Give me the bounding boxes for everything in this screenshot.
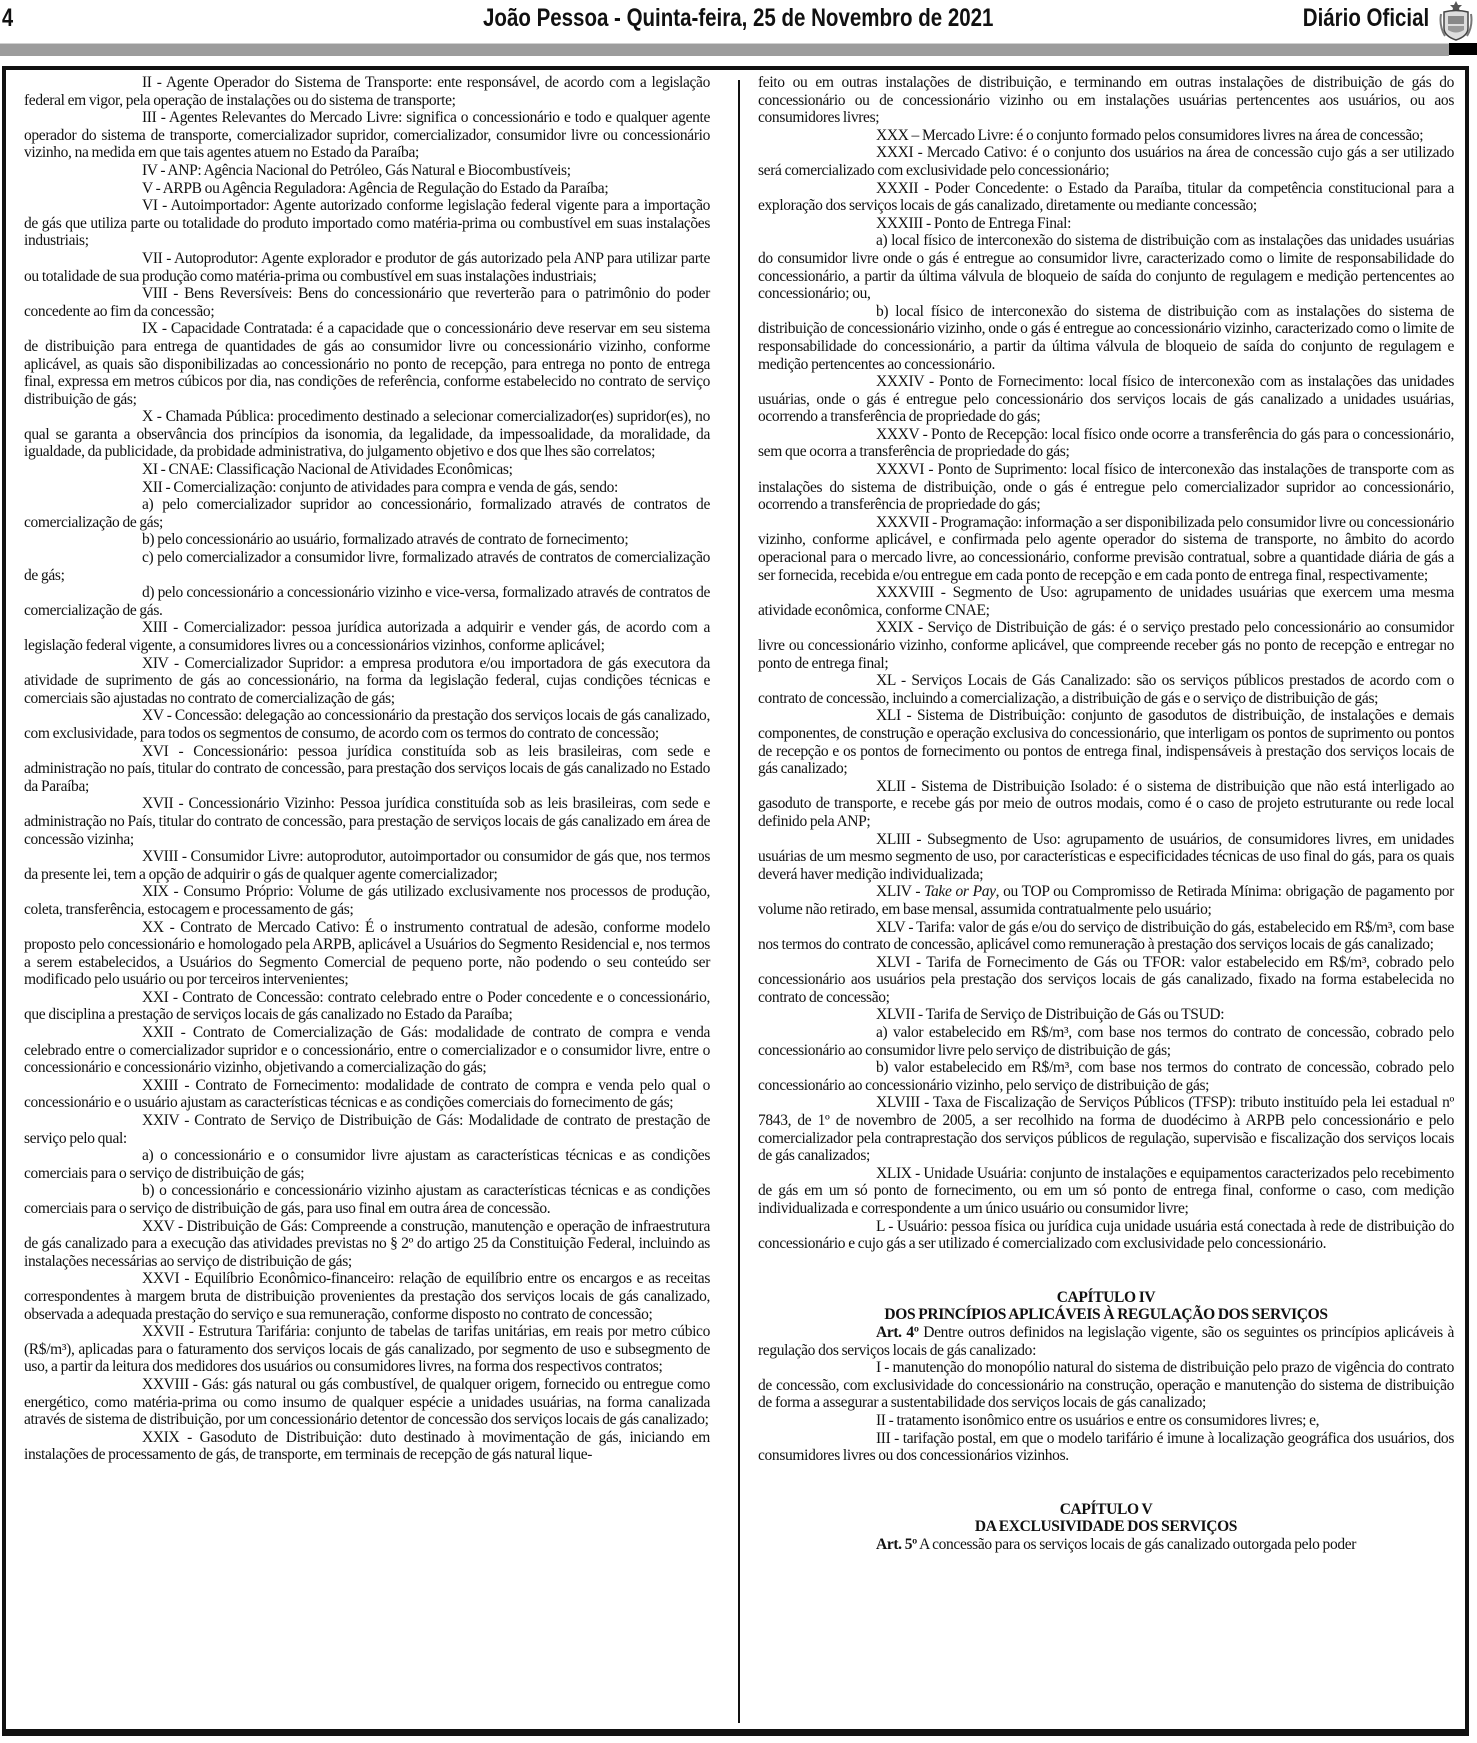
definition-paragraph: XXXV - Ponto de Recepção: local físico onde ocorre a transferência do gás para o concessionário, sem que ocorra a transferência de propriedade do gás; xyxy=(758,425,1454,461)
definition-paragraph: XVI - Concessionário: pessoa jurídica constituída sob as leis brasileiras, com sede e administração no país, titular do contrato de concessão, para prestação dos serviços locais de gás canalizado no Estado da Paraíba; xyxy=(24,742,710,795)
definition-paragraph: IX - Capacidade Contratada: é a capacidade que o concessionário deve reservar em seu sistema de distribuição para entrega de quantidades de gás ao consumidor livre ou concessionário vizinho, conforme aplicável, as quais são disponibilizadas ao concessionário no ponto de recepção, para entrega no ponto de entrega final, expressa em metros cúbicos por dia, nas condições de referência, conforme estabelecido no contrato de serviço distribuição de gás; xyxy=(24,320,710,408)
definition-paragraph: XXVII - Estrutura Tarifária: conjunto de tabelas de tarifas unitárias, em reais por metro cúbico (R$/m³), aplicadas para o faturamento dos serviços locais de gás canalizado, por segmento de uso e subsegmento de uso, a partir da leitura dos medidores dos usuários ou consumidores livres, na forma dos respectivos contratos; xyxy=(24,1323,710,1376)
definition-paragraph: XIX - Consumo Próprio: Volume de gás utilizado exclusivamente nos processos de produção, coleta, transferência, estocagem e processamento de gás; xyxy=(24,883,710,918)
definition-paragraph: XXI - Contrato de Concessão: contrato celebrado entre o Poder concedente e o concessionário, que disciplina a prestação de serviços locais de gás canalizado no Estado da Paraíba; xyxy=(24,988,710,1024)
header-rule-block xyxy=(1449,43,1477,55)
definition-paragraph: VII - Autoprodutor: Agente explorador e produtor de gás autorizado pela ANP para utilizar parte ou totalidade de sua produção como matéria-prima ou combustível em suas instalações industriais; xyxy=(24,249,710,285)
definition-paragraph: XXV - Distribuição de Gás: Compreende a construção, manutenção e operação de infraestrutura de gás canalizado para a execução das atividades previstas no § 2º do artigo 25 da Constituição Federal, incluindo as instalações necessárias ao serviço de distribuição de gás; xyxy=(24,1217,710,1270)
article-4-text: Dentre outros definidos na legislação vigente, são os seguintes os princípios aplicáveis à regulação dos serviços locais de gás canalizado: xyxy=(758,1323,1454,1359)
definition-paragraph: XLVI - Tarifa de Fornecimento de Gás ou TFOR: valor estabelecido em R$/m³, cobrado pelo concessionário aos usuários pela prestação dos serviços locais de gás canalizado, fixado na forma estabelecida no contrato de concessão; xyxy=(758,953,1454,1006)
definition-paragraph: XI - CNAE: Classificação Nacional de Atividades Econômicas; xyxy=(142,461,513,479)
article-4-items xyxy=(758,1359,1454,1465)
chapter-4-number: CAPÍTULO IV xyxy=(1056,1288,1156,1306)
definition-paragraph: d) pelo concessionário a concessionário vizinho e vice-versa, formalizado através de contratos de comercialização de gás. xyxy=(24,584,710,619)
definition-paragraph: XXXVI - Ponto de Suprimento: local físico de interconexão das instalações de transporte com as instalações do sistema de distribuição, onde o gás é entregue pelo comercializador supridor ao concessionário, ocorrendo a transferência de propriedade do gás; xyxy=(758,461,1454,514)
definition-paragraph: VIII - Bens Reversíveis: Bens do concessionário que reverterão para o patrimônio do poder concedente ao fim da concessão; xyxy=(24,285,710,320)
definition-paragraph: XXVI - Equilíbrio Econômico-financeiro: relação de equilíbrio entre os encargos e as receitas correspondentes à margem bruta de distribuição provenientes da prestação dos serviços locais de gás canalizado, observada a adequada prestação do serviço e sua remuneração, conforme disposto no contrato de concessão; xyxy=(24,1270,710,1323)
definition-paragraph: XIV - Comercializador Supridor: a empresa produtora e/ou importadora de gás executora da atividade de suprimento de gás ao concessionário, na forma da legislação federal, cujas condições técnicas e comerciais são ajustadas no contrato de comercialização de gás; xyxy=(24,654,710,707)
definition-paragraph: XXXIII - Ponto de Entrega Final: xyxy=(876,214,1072,232)
definition-paragraph: XXII - Contrato de Comercialização de Gás: modalidade de contrato de compra e venda celebrado entre o comercializador supridor e o concessionário, entre o comercializador e o consumidor livre, entre o concessionário e concessionário vizinho, objetivando a comercialização do gás; xyxy=(24,1024,710,1077)
definition-paragraph: XVIII - Consumidor Livre: autoprodutor, autoimportador ou consumidor de gás que, nos termos da presente lei, tem a opção de adquirir o gás de qualquer agente comercializador; xyxy=(24,848,710,883)
definition-paragraph: a) pelo comercializador supridor ao concessionário, formalizado através de contratos de comercialização de gás; xyxy=(24,496,710,531)
left-column xyxy=(24,74,710,1464)
definition-paragraph: XXIX - Serviço de Distribuição de gás: é o serviço prestado pelo concessionário ao consumidor livre ou concessionário vizinho, conforme aplicável, que compreende receber gás no ponto de recepção e entregar no ponto de entrega final; xyxy=(758,619,1454,672)
chapter-4-title: DOS PRINCÍPIOS APLICÁVEIS À REGULAÇÃO DOS SERVIÇOS xyxy=(884,1306,1328,1324)
definition-paragraph: XV - Concessão: delegação ao concessionário da prestação dos serviços locais de gás canalizado, com exclusividade, para todos os segmentos de consumo, de acordo com os termos do contrato de concessão; xyxy=(24,707,710,742)
definition-paragraph: V - ARPB ou Agência Reguladora: Agência de Regulação do Estado da Paraíba; xyxy=(142,179,609,197)
definition-paragraph: XL - Serviços Locais de Gás Canalizado: são os serviços públicos prestados de acordo com o contrato de concessão, incluindo a comercialização, a distribuição de gás e o serviço de distribuição de gás; xyxy=(758,672,1454,707)
definition-paragraph: III - Agentes Relevantes do Mercado Livre: significa o concessionário e todo e qualquer agente operador do sistema de transporte, comercializador supridor, comercializador, consumidor livre ou concessionário vizinho, na medida em que tais agentes atuem no Estado da Paraíba; xyxy=(24,109,710,162)
article-5 xyxy=(758,1536,1454,1554)
page-number: 4 xyxy=(2,4,13,32)
definition-paragraph: XXXVIII - Segmento de Uso: agrupamento de unidades usuárias que exercem uma mesma atividade econômica, conforme CNAE; xyxy=(758,584,1454,619)
right-paragraphs xyxy=(758,127,1454,1253)
definition-paragraph: XLV - Tarifa: valor de gás e/ou do serviço de distribuição do gás, estabelecido em R$/m³, com base nos termos do contrato de concessão, aplicável como remuneração à prestação dos serviços locais de gás canalizado; xyxy=(758,918,1454,954)
definition-paragraph: XXXVII - Programação: informação a ser disponibilizada pelo consumidor livre ou concessionário vizinho, conforme aplicável, e confirmada pelo agente operador do sistema de transporte, no âmbito do acordo operacional para o mercado livre, ao concessionário, conforme previsão contratual, sobre a quantidade diária de gás a ser fornecida, recebida e/ou entregue em cada ponto de recepção e em cada ponto de entrega final, respectivamente; xyxy=(758,513,1454,584)
article-5-text: A concessão para os serviços locais de gás canalizado outorgada pelo poder xyxy=(916,1535,1357,1553)
definition-paragraph: XLIII - Subsegmento de Uso: agrupamento de usuários, de consumidores livres, em unidades usuárias de um mesmo segmento de uso, por características e especificidades técnicas de uso final do gás, para os quais deverá haver medição individualizada; xyxy=(758,830,1454,883)
definition-paragraph: a) o concessionário e o consumidor livre ajustam as características técnicas e as condições comerciais para o serviço de distribuição de gás; xyxy=(24,1147,710,1182)
definition-paragraph: b) o concessionário e concessionário vizinho ajustam as características técnicas e as condições comerciais para o serviço de distribuição de gás, para uso final em outra área de concessão. xyxy=(24,1182,710,1217)
chapter-5-title: DA EXCLUSIVIDADE DOS SERVIÇOS xyxy=(974,1518,1238,1536)
paraiba-coat-of-arms-icon xyxy=(1438,0,1474,42)
definition-paragraph: III - tarifação postal, em que o modelo tarifário é imune à localização geográfica dos usuários, dos consumidores livres ou dos concessionários vizinhos. xyxy=(758,1429,1454,1465)
definition-paragraph: VI - Autoimportador: Agente autorizado conforme legislação federal vigente para a importação de gás que utiliza parte ou totalidade do produto importado como matéria-prima ou combustível em suas instalações industriais; xyxy=(24,197,710,250)
definition-paragraph: II - tratamento isonômico entre os usuários e entre os consumidores livres; e, xyxy=(876,1411,1320,1429)
definition-paragraph: XLI - Sistema de Distribuição: conjunto de gasodutos de distribuição, de instalações e demais componentes, de construção e operação exclusiva do concessionário, que interligam os pontos de suprimento ou pontos de recepção e os pontos de fornecimento ou pontos de entrega final, indispensáveis à prestação dos serviços locais de gás canalizado; xyxy=(758,707,1454,778)
article-5-label: Art. 5º xyxy=(876,1535,917,1553)
continuation-paragraph: feito ou em outras instalações de distribuição, e terminando em outras instalações de distribuição de gás do concessionário ou de concessionário vizinho ou em instalações usuárias pertencentes aos usuários, ou aos consumidores livres; xyxy=(758,74,1454,127)
definition-paragraph: b) local físico de interconexão do sistema de distribuição com as instalações do sistema de distribuição de concessionário vizinho, onde o gás é entregue ao concessionário vizinho, caracterizado como o limite de responsabilidade do concessionário, a partir da última válvula de bloqueio de saída do conjunto de regulagem e medição pertencentes ao concessionário. xyxy=(758,302,1454,373)
definition-paragraph: XXIX - Gasoduto de Distribuição: duto destinado à movimentação de gás, iniciando em instalações de processamento de gás, de transporte, em terminais de recepção de gás natural lique- xyxy=(24,1428,710,1464)
definition-paragraph: XLIV - Take or Pay, ou TOP ou Compromisso de Retirada Mínima: obrigação de pagamento por volume não retirado, em base mensal, assumida contratualmente pelo usuário; xyxy=(758,883,1454,918)
definition-paragraph: IV - ANP: Agência Nacional do Petróleo, Gás Natural e Biocombustíveis; xyxy=(142,161,571,179)
definition-paragraph: XXVIII - Gás: gás natural ou gás combustível, de qualquer origem, fornecido ou entregue como energético, como matéria-prima ou como insumo de qualquer espécie a unidades usuárias, na forma canalizada através de sistema de distribuição, por um concessionário detentor de concessão dos serviços locais de gás canalizado; xyxy=(24,1375,710,1429)
definition-paragraph: XXIII - Contrato de Fornecimento: modalidade de contrato de compra e venda pelo qual o concessionário e o usuário ajustam as características técnicas e as condições comerciais do fornecimento de gás; xyxy=(24,1076,710,1112)
definition-paragraph: XXIV - Contrato de Serviço de Distribuição de Gás: Modalidade de contrato de prestação de serviço pelo qual: xyxy=(24,1112,710,1147)
definition-paragraph: XIII - Comercializador: pessoa jurídica autorizada a adquirir e vender gás, de acordo com a legislação federal vigente, a consumidores livres ou a concessionários vizinhos, conforme aplicável; xyxy=(24,619,710,654)
masthead xyxy=(0,0,1477,42)
article-4-label: Art. 4º xyxy=(876,1323,919,1341)
definition-paragraph: XLVIII - Taxa de Fiscalização de Serviços Públicos (TFSP): tributo instituído pela lei estadual nº 7843, de 1º de novembro de 2005, a ser recolhido na forma de duodécimo à ARPB pelo concessionário e pelo comercializador pela contraprestação dos serviços públicos de regulação, supervisão e fiscalização dos serviços locais de gás canalizados; xyxy=(758,1094,1454,1165)
definition-paragraph: XXXI - Mercado Cativo: é o conjunto dos usuários na área de concessão cujo gás a ser utilizado será comercializado com exclusividade pelo concessionário; xyxy=(758,144,1454,179)
article-4 xyxy=(758,1324,1454,1359)
definition-paragraph: XLII - Sistema de Distribuição Isolado: é o sistema de distribuição que não está interligado ao gasoduto de transporte, e recebe gás por meio de outros modais, como é o caso de projeto estruturante ou rede local definido pela ANP; xyxy=(758,777,1454,830)
header-rule xyxy=(0,43,1449,56)
definition-paragraph: X - Chamada Pública: procedimento destinado a selecionar comercializador(es) supridor(es), no qual se garanta a observância dos princípios da isonomia, da legalidade, da impessoalidade, da moralidade, da igualdade, da publicidade, da probidade administrativa, do julgamento objetivo e dos que lhes são correlatos; xyxy=(24,408,710,461)
definition-paragraph: b) pelo concessionário ao usuário, formalizado através de contrato de fornecimento; xyxy=(142,531,629,549)
column-divider xyxy=(738,80,740,1723)
definition-paragraph: II - Agente Operador do Sistema de Transporte: ente responsável, de acordo com a legislação federal em vigor, pela operação de instalações ou do sistema de transporte; xyxy=(24,74,710,109)
definition-paragraph: a) valor estabelecido em R$/m³, com base nos termos do contrato de concessão, cobrado pelo concessionário ao consumidor livre pelo serviço de distribuição de gás; xyxy=(758,1024,1454,1059)
definition-paragraph: XXXIV - Ponto de Fornecimento: local físico de interconexão com as instalações das unidades usuárias, onde o gás é entregue pelo concessionário dos serviços locais de gás canalizado a unidades usuárias, ocorrendo a transferência de propriedade do gás; xyxy=(758,373,1454,426)
definition-paragraph: XVII - Concessionário Vizinho: Pessoa jurídica constituída sob as leis brasileiras, com sede e administração no País, titular do contrato de concessão, para prestação de serviços locais de gás canalizado em área de concessão vizinha; xyxy=(24,795,710,848)
definition-paragraph: I - manutenção do monopólio natural do sistema de distribuição pelo prazo de vigência do contrato de concessão, com exclusividade do concessionário na construção, operação e manutenção do sistema de distribuição de forma a assegurar a sustentabilidade dos serviços locais de gás canalizado; xyxy=(758,1359,1454,1412)
definition-paragraph: XII - Comercialização: conjunto de atividades para compra e venda de gás, sendo: xyxy=(142,478,619,496)
right-column xyxy=(758,74,1454,1554)
definition-paragraph: XXXII - Poder Concedente: o Estado da Paraíba, titular da competência constitucional para a exploração dos serviços locais de gás canalizado, diretamente ou mediante concessão; xyxy=(758,179,1454,215)
definition-paragraph: a) local físico de interconexão do sistema de distribuição com as instalações das unidades usuárias do consumidor livre onde o gás é entregue ao consumidor livre, caracterizado como o limite de responsabilidade do concessionário, a partir da última válvula de bloqueio de saída do conjunto de regulagem e medição pertencentes ao concessionário; ou, xyxy=(758,232,1454,303)
definition-paragraph: b) valor estabelecido em R$/m³, com base nos termos do contrato de concessão, cobrado pelo concessionário ao concessionário vizinho, pelo serviço de distribuição de gás; xyxy=(758,1059,1454,1094)
definition-paragraph: c) pelo comercializador a consumidor livre, formalizado através de contratos de comercialização de gás; xyxy=(24,549,710,584)
chapter-5-number: CAPÍTULO V xyxy=(1059,1500,1153,1518)
definition-paragraph: XLIX - Unidade Usuária: conjunto de instalações e equipamentos caracterizados pelo recebimento de gás em um só ponto de fornecimento, ou em um só ponto de entrega final, conforme o caso, com medição individualizada e correspondente a um único usuário ou consumidor livre; xyxy=(758,1164,1454,1217)
definition-paragraph: XXX – Mercado Livre: é o conjunto formado pelos consumidores livres na área de concessão; xyxy=(876,126,1424,144)
definition-paragraph: XX - Contrato de Mercado Cativo: É o instrumento contratual de adesão, conforme modelo proposto pelo concessionário e homologado pela ARPB, aplicável a Usuários do Segmento Residencial e, nos termos a serem estabelecidos, a Usuários do Segmento Comercial de pequeno porte, não podendo o seu conteúdo ser modificado pelo usuário ou por terceiros intervenientes; xyxy=(24,918,710,989)
issue-date-line xyxy=(0,4,1477,33)
publication-title: Diário Oficial xyxy=(1302,4,1429,32)
definition-paragraph: L - Usuário: pessoa física ou jurídica cuja unidade usuária está conectada à rede de distribuição do concessionário e cujo gás a ser utilizado é comercializado com exclusividade pelo concessionário. xyxy=(758,1217,1454,1253)
issue-date-text: João Pessoa - Quinta-feira, 25 de Novembro de 2021 xyxy=(483,4,994,32)
definition-paragraph: XLVII - Tarifa de Serviço de Distribuição de Gás ou TSUD: xyxy=(876,1006,1225,1024)
